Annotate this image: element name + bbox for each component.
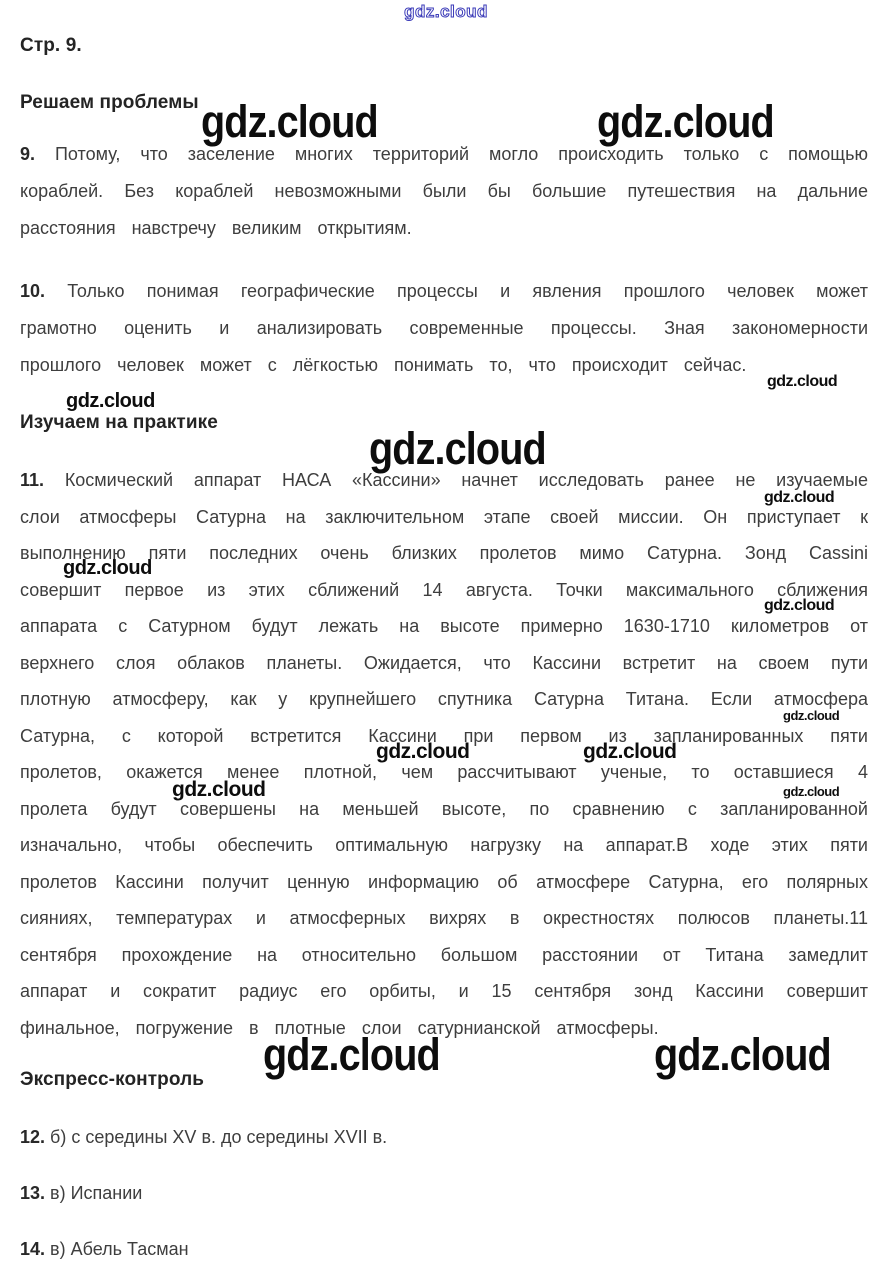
answer-10-text: Только понимая географические процессы и явления прошлого человек может грамотно оценить и анализировать современные процессы. Зная закономерности прошлого человек может с лёгкостью понимать то, что происходит сейчас. [20, 281, 868, 375]
answer-10 [20, 273, 868, 384]
answer-13-text: в) Испании [50, 1183, 143, 1203]
answer-10-number: 10. [20, 281, 46, 301]
watermark-large: gdz.cloud [597, 96, 774, 147]
watermark-tiny: gdz.cloud [783, 784, 840, 799]
watermark-small: gdz.cloud [764, 597, 835, 614]
answer-14-number: 14. [20, 1239, 46, 1259]
watermark-small: gdz.cloud [764, 489, 835, 506]
answer-13-number: 13. [20, 1183, 46, 1203]
watermark-large: gdz.cloud [201, 96, 378, 147]
answer-14-text: в) Абель Тасман [50, 1239, 189, 1259]
watermark-large: gdz.cloud [263, 1029, 440, 1080]
answer-13 [20, 1183, 142, 1204]
watermark-medium: gdz.cloud [583, 740, 677, 763]
watermark-small-bold: gdz.cloud [66, 390, 155, 412]
answer-9-number: 9. [20, 144, 36, 164]
answer-9-text: Потому, что заселение многих территорий могло происходить только с помощью кораблей. Без кораблей невозможными были бы большие путешествия на дальние расстояния навстречу великим открытиям. [20, 144, 868, 238]
page-title: Стр. 9. [20, 35, 82, 56]
answer-12 [20, 1127, 387, 1148]
answer-11 [20, 462, 868, 1046]
watermark-top-outline: gdz.cloud [404, 2, 488, 21]
section-title-resheaem-problemy: Решаем проблемы [20, 92, 199, 113]
watermark-medium: gdz.cloud [376, 740, 470, 763]
section-title-izuchaem-na-praktike: Изучаем на практике [20, 412, 218, 433]
watermark-large: gdz.cloud [369, 423, 546, 474]
answer-12-text: б) с середины XV в. до середины XVII в. [50, 1127, 388, 1147]
answer-12-number: 12. [20, 1127, 46, 1147]
answer-11-number: 11. [20, 470, 45, 490]
section-title-express-kontrol: Экспресс-контроль [20, 1069, 205, 1090]
watermark-small: gdz.cloud [767, 373, 838, 390]
watermark-medium: gdz.cloud [172, 778, 266, 801]
watermark-large: gdz.cloud [654, 1029, 831, 1080]
watermark-tiny: gdz.cloud [783, 708, 840, 723]
watermark-small-bold: gdz.cloud [63, 557, 152, 579]
answer-14 [20, 1239, 189, 1260]
answer-9 [20, 136, 868, 247]
answer-11-text: Космический аппарат НАСА «Кассини» начнет исследовать ранее не изучаемые слои атмосферы Сатурна на заключительном этапе своей миссии. Он приступает к выполнению пяти последних очень близких пролетов мимо Сатурна. Зонд Cassini совершит первое из этих сближений 14 августа. Точки максимального сближения аппарата с Сатурном будут лежать на высоте примерно 1630-1710 километров от верхнего слоя облаков планеты. Ожидается, что Кассини встретит на своем пути плотную атмосферу, как у крупнейшего спутника Сатурна Титана. Если атмосфера Сатурна, с которой встретится Кассини при первом из запланированных пяти пролетов, окажется менее плотной, чем рассчитывают ученые, то оставшиеся 4 пролета будут совершены на меньшей высоте, по сравнению с запланированной изначально, чтобы обеспечить оптимальную нагрузку на аппарат.В ходе этих пяти пролетов Кассини получит ценную информацию об атмосфере Сатурна, его полярных сияниях, температурах и атмосферных вихрях в окрестностях полюсов планеты.11 сентября прохождение на относительно большом расстоянии от Титана замедлит аппарат и сократит радиус его орбиты, и 15 сентября зонд Кассини совершит финальное, погружение в плотные слои сатурнианской атмосферы. [20, 470, 868, 1038]
